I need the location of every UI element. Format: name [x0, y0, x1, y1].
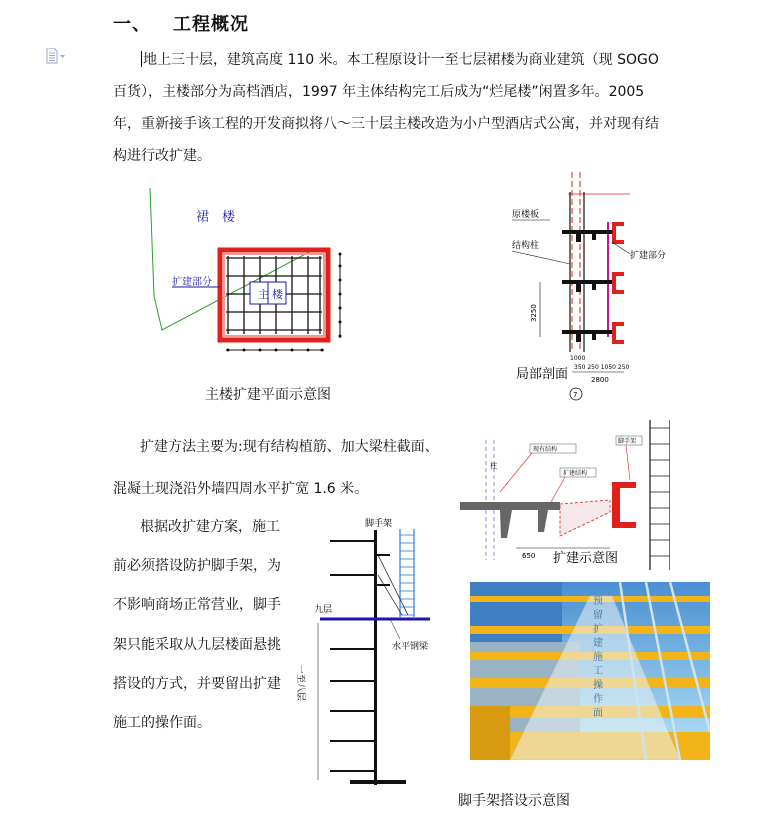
scheme-line: 施工的操作面。 [113, 715, 211, 731]
floor-slab [562, 330, 612, 334]
render-vertical-char: 面 [593, 708, 603, 719]
scaffold-render-figure [470, 582, 710, 760]
render-vertical-char: 留 [593, 610, 603, 621]
dimension-tick [339, 279, 342, 282]
expansion-bracket [612, 272, 624, 294]
beam-section [576, 284, 581, 292]
render-caption: 脚手架搭设示意图 [458, 793, 570, 809]
exp-expansion-label: 扩建结构 [563, 470, 588, 477]
section-dim-segments: 350 250 1050 250 [574, 364, 630, 371]
heading-number: 一、 [113, 14, 151, 35]
steel-beam-label: 水平钢梁 [392, 642, 429, 652]
scheme-line: 搭设的方式，并要留出扩建 [113, 676, 281, 692]
beam-section [592, 234, 596, 240]
dimension-tick [339, 253, 342, 256]
scaffold-label: 脚手架 [365, 519, 393, 529]
beam-section [592, 284, 596, 290]
section-floor-label: 原楼板 [512, 210, 540, 220]
beam-section [576, 334, 581, 342]
dimension-tick [227, 349, 230, 352]
ninth-floor-label: 九层 [314, 605, 333, 615]
render-vertical-char: 作 [593, 694, 603, 705]
plan-main-label-1: 主 [258, 288, 269, 301]
intro-text: 地上三十层，建筑高度 110 米。本工程原设计一至七层裙楼为商业建筑（现 SOGO 百货），主楼部分为高档酒店，1997 年主体结构完工后成为“烂尾楼”闲置多年。2005 年，重新接手该工程的开发商拟将八～三十层主楼改造为小户型酒店式公寓，并对现有结构进行改扩建。 [113, 52, 659, 164]
floor-slab [562, 280, 612, 284]
document-icon[interactable] [46, 48, 66, 64]
dimension-tick [339, 335, 342, 338]
expansion-figure [460, 420, 670, 570]
plan-main-label-2: 楼 [272, 288, 283, 301]
beam-section [592, 334, 596, 340]
floor-slab [562, 230, 612, 234]
section-title: 局部剖面 [516, 367, 569, 382]
render-vertical-char: 预 [593, 596, 603, 607]
section-heading [113, 10, 249, 36]
expansion-bracket [612, 222, 624, 244]
dimension-tick [339, 307, 342, 310]
plan-caption: 主楼扩建平面示意图 [205, 387, 331, 403]
section-dim-small: 1000 [570, 355, 586, 362]
plan-podium-label: 裙 楼 [196, 210, 236, 225]
dimension-tick [291, 349, 294, 352]
dimension-tick [307, 349, 310, 352]
dimension-tick [321, 349, 324, 352]
section-expansion-label: 扩建部分 [630, 251, 667, 261]
render-vertical-char: 操 [593, 680, 603, 691]
dimension-tick [243, 349, 246, 352]
dimension-tick [259, 349, 262, 352]
plan-expansion-label: 扩建部分 [172, 277, 212, 288]
section-column-label: 结构柱 [512, 241, 540, 251]
exp-existing-label: 现有结构 [533, 446, 558, 453]
exp-column-label: 柱 [490, 462, 497, 470]
scheme-line: 不影响商场正常营业，脚手 [113, 597, 281, 613]
render-vertical-char: 工 [593, 666, 603, 677]
render-vertical-char: 扩 [593, 624, 603, 635]
heading-title: 工程概况 [173, 14, 249, 35]
section-dim-total: 2800 [591, 376, 609, 384]
method-line-2: 混凝土现浇沿外墙四周水平扩宽 1.6 米。 [113, 481, 369, 497]
exp-scaffold-label: 脚手架 [618, 438, 637, 445]
exp-dim: 650 [522, 552, 536, 560]
scheme-line: 前必须搭设防护脚手架，为 [113, 558, 281, 574]
scheme-line: 架只能采取从九层楼面悬挑 [113, 637, 281, 653]
scheme-line: 根据改扩建方案，施工 [140, 519, 280, 535]
section-dim-height: 3250 [530, 304, 538, 322]
expansion-bracket [612, 322, 624, 344]
intro-paragraph [113, 44, 668, 172]
steel-beam [470, 706, 510, 760]
method-line-1: 扩建方法主要为:现有结构植筋、加大梁柱截面、 [140, 439, 439, 455]
plan-figure [148, 188, 353, 358]
section-figure [500, 172, 690, 402]
floors-label: 一至八层 [295, 665, 305, 702]
section-grid-mark: 7 [573, 391, 578, 399]
dimension-tick [339, 293, 342, 296]
beam-section [576, 234, 581, 242]
dimension-tick [339, 265, 342, 268]
render-vertical-char: 建 [593, 638, 603, 649]
render-vertical-char: 施 [593, 652, 603, 663]
exp-caption: 扩建示意图 [553, 551, 619, 566]
dimension-tick [275, 349, 278, 352]
scaffold-figure [290, 515, 440, 795]
text-cursor [141, 51, 142, 67]
dimension-tick [339, 321, 342, 324]
